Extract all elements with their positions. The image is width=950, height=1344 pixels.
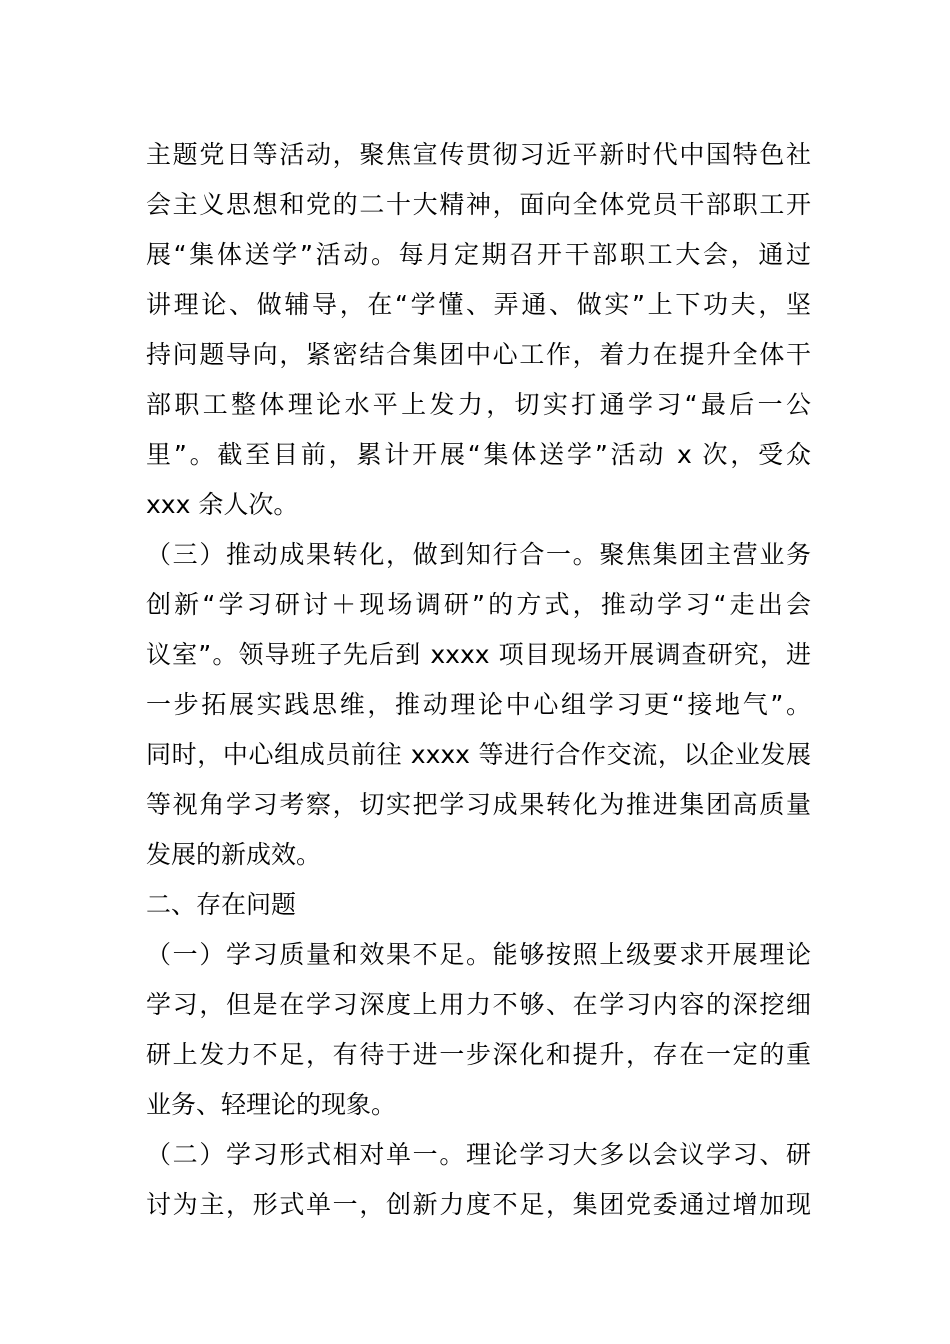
- paragraph-line: 议室”。领导班子先后到 xxxx 项目现场开展调查研究，进: [146, 640, 811, 669]
- paragraph-line: 同时，中心组成员前往 xxxx 等进行合作交流，以企业发展: [146, 740, 811, 769]
- paragraph-line: 主题党日等活动，聚焦宣传贯彻习近平新时代中国特色社: [146, 140, 811, 169]
- paragraph-2: [146, 530, 811, 880]
- paragraph-3: [146, 930, 811, 1130]
- paragraph-line: （二）学习形式相对单一。理论学习大多以会议学习、研: [146, 1140, 811, 1169]
- paragraph-line: 持问题导向，紧密结合集团中心工作，着力在提升全体干: [146, 340, 811, 369]
- paragraph-line: 发展的新成效。: [146, 840, 322, 869]
- paragraph-line: 展“集体送学”活动。每月定期召开干部职工大会，通过: [146, 240, 811, 269]
- section-heading: 二、存在问题: [146, 890, 297, 919]
- paragraph-line: xxx 余人次。: [146, 490, 299, 519]
- paragraph-line: 学习，但是在学习深度上用力不够、在学习内容的深挖细: [146, 990, 811, 1019]
- paragraph-line: （三）推动成果转化，做到知行合一。聚焦集团主营业务: [146, 540, 811, 569]
- paragraph-line: 部职工整体理论水平上发力，切实打通学习“最后一公: [146, 390, 811, 419]
- paragraph-line: 讲理论、做辅导，在“学懂、弄通、做实”上下功夫，坚: [146, 290, 811, 319]
- paragraph-line: 里”。截至目前，累计开展“集体送学”活动 x 次，受众: [146, 440, 811, 469]
- paragraph-4: [146, 1130, 811, 1230]
- paragraph-line: 等视角学习考察，切实把学习成果转化为推进集团高质量: [146, 790, 811, 819]
- paragraph-line: 创新“学习研讨＋现场调研”的方式，推动学习“走出会: [146, 590, 811, 619]
- paragraph-line: 一步拓展实践思维，推动理论中心组学习更“接地气”。: [146, 690, 811, 719]
- paragraph-line: （一）学习质量和效果不足。能够按照上级要求开展理论: [146, 940, 811, 969]
- paragraph-line: 研上发力不足，有待于进一步深化和提升，存在一定的重: [146, 1040, 811, 1069]
- paragraph-line: 会主义思想和党的二十大精神，面向全体党员干部职工开: [146, 190, 811, 219]
- paragraph-line: 业务、轻理论的现象。: [146, 1090, 397, 1119]
- document-body: [146, 130, 811, 1230]
- paragraph-1: [146, 130, 811, 530]
- paragraph-line: 讨为主，形式单一，创新力度不足，集团党委通过增加现: [146, 1190, 811, 1219]
